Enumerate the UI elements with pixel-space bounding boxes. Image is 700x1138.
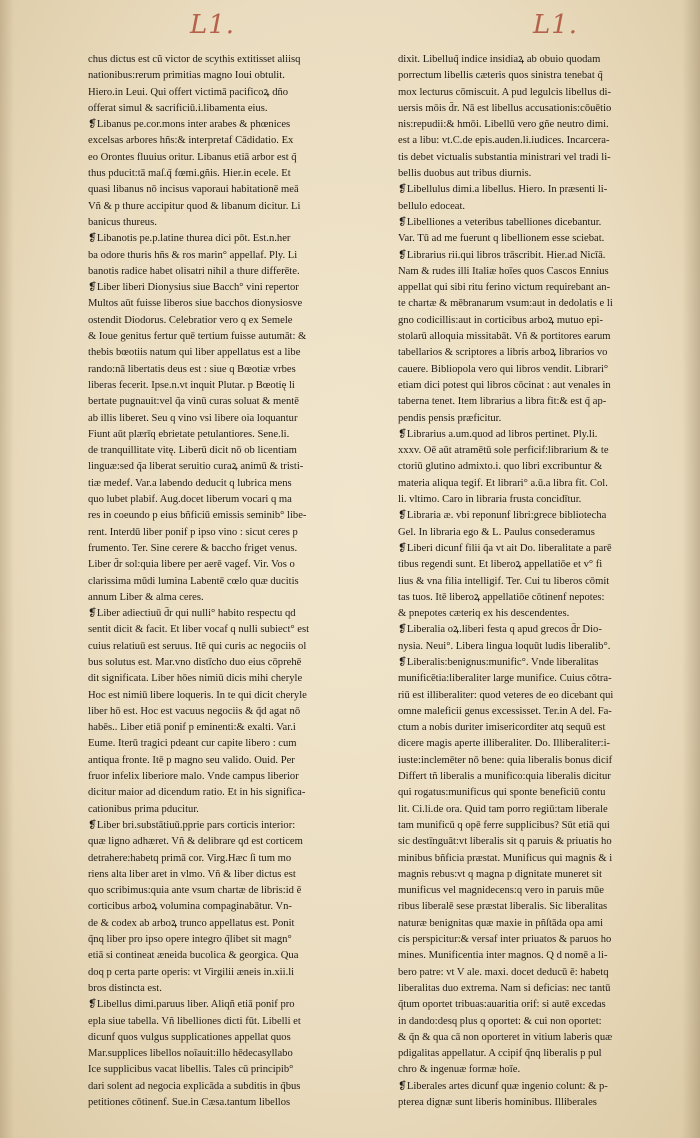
text-line: nationibus:rerum primitias magno Ioui obtulit. <box>88 70 285 82</box>
text-line: etiam dici potest qui libros cōcinat : aut venales in <box>398 379 611 391</box>
text-line: & pnepotes cæteriq ex his descendentes. <box>398 608 570 620</box>
text-line: ❡Libanus pe.cor.mons inter arabes & phœnices <box>88 119 291 131</box>
text-line: te chartæ & mēbranarum vsum:aut in dedolatis e li <box>398 298 613 310</box>
text-line: antiqua fronte. Itē p magno seu valido. Ouid. Per <box>88 754 295 766</box>
text-line: ❡Liber liberi Dionysius siue Bacch° vini repertor <box>88 282 299 294</box>
text-line: pdigalitas appellatur. A ccipif q̃nq liberalis p pul <box>398 1048 602 1060</box>
text-line: tiæ medef. Var.a labendo deducit q lubrica mens <box>88 477 292 489</box>
text-line: quo lubet plabif. Aug.docet liberum vocari q ma <box>88 494 292 506</box>
text-line: fruor infelix liberiore malo. Vnde campus liberior <box>88 771 299 783</box>
folio-right: L1. <box>533 10 579 40</box>
text-line: li. vltimo. Caro in libraria frusta concidītur. <box>398 494 582 506</box>
text-line: ❡Liber bri.substātiuū.pprie pars corticis interior: <box>88 819 296 831</box>
text-line: linguæ:sed q̃a liberat seruitio curaꝝ animū & tristi- <box>88 461 304 473</box>
text-line: dari solent ad negocia explicāda a subditis in q̃bus <box>88 1080 301 1092</box>
text-line: dit significata. Liber hōes nimiū dicis mihi cheryle <box>88 673 303 685</box>
text-line: Differt tñ liberalis a munifico:quia liberalis dicitur <box>398 771 611 783</box>
text-line: rando:nā libertatis deus est : siue q Bœotiæ vrbes <box>88 363 296 375</box>
text-line: chro & ingenuæ formæ hoīe. <box>398 1064 521 1076</box>
text-line: appellat qui sibi ritu ferino victum requirebant an- <box>398 282 611 294</box>
text-line: Ice supplicibus vacat libellis. Tales cū principib° <box>88 1064 294 1076</box>
text-line: munificus vel magnidecens:q vero in paruis mūe <box>398 885 604 897</box>
text-line: thus pducit:tā maſ.q̃ fœmi.gñis. Hier.in ecele. Et <box>88 168 291 180</box>
text-line: excelsas arbores hñs:& interpretaf Cādidatio. Ex <box>88 135 294 147</box>
text-line: materia aliqua tegif. Et librari° a.ū.a libra fit. Col. <box>398 477 608 489</box>
text-line: q̃nq liber pro ipso opere integro q̃libet sit magn° <box>88 934 292 946</box>
text-line: gno codicillis:aut in corticibus arboꝝ mutuo epi- <box>398 314 604 326</box>
text-line: bertate pugnauit:vel q̃a vinū curas soluat & mentē <box>88 396 299 408</box>
text-line: de & codex ab arboꝝ trunco appellatus est. Ponit <box>88 917 295 929</box>
text-line: taberna tenet. Item librarius a libra fit:& est q̃ ap- <box>398 396 607 408</box>
text-line: magnis rebus:vt q magna p dignitate muneret sit <box>398 868 602 880</box>
text-line: ❡Liberalia oꝝ.liberi festa q apud grecos d̄r Dio- <box>398 624 602 636</box>
text-line: qui rogatus:munificus qui sponte beneficiū contu <box>398 787 606 799</box>
gutter-shadow <box>682 0 700 1138</box>
text-line: pendis pensis præficitur. <box>398 412 502 424</box>
text-line: minibus bñficia præstat. Munificus qui magnis & i <box>398 852 613 864</box>
text-line: ❡Libelliones a veteribus tabelliones dicebantur. <box>398 216 602 228</box>
text-line: tas tuos. Itē liberoꝝ appellatiōe cōtinenf nepotes: <box>398 591 605 603</box>
text-line: nis:repudii:& hmōi. Libellū vero gñe neutro dimi. <box>398 119 609 131</box>
text-line: ❡Liberalis:benignus:munific°. Vnde liberalitas <box>398 656 599 668</box>
text-line: sentit dicit & facit. Et liber vocaf q nulli subiect° est <box>88 624 310 636</box>
text-line: cuius relatiuū est seruus. Itē qui curis ac negociis ol <box>88 640 307 652</box>
text-line: liberas fecerit. Ipse.n.vt inquit Plutar. p Bœotię li <box>88 379 295 391</box>
text-line: bus solutus est. Mar.vno distīcho duo eius cōprehē <box>88 656 302 668</box>
text-line: ❡Libanotis pe.p.latine thurea dici pōt. Est.n.her <box>88 233 291 245</box>
text-line: Var. Tū ad me fuerunt q libellionem esse sciebat. <box>398 233 605 245</box>
text-line: corticibus arboꝝ volumina compaginabātur. Vn- <box>88 901 292 913</box>
text-line: tam munificū q opē ferre supplicibus? Sūt etiā qui <box>398 819 610 831</box>
text-line: sic destīnguāt:vt liberalis sit q paruis & priuatis ho <box>398 836 612 848</box>
text-line: clarissima mūdi lumina Labentē cœlo quæ ducitis <box>88 575 299 587</box>
text-line: Nam & rudes illi Italiæ hoīes quos Cascos Ennius <box>398 265 609 277</box>
text-line: banotis radice habet olisatri nihil a thure differēte. <box>88 265 300 277</box>
text-line: petitiones cōtinenf. Sue.in Cæsa.tantum libellos <box>88 1097 291 1108</box>
text-line: epla siue tabella. Vñ libelliones dicti fūt. Libelli et <box>88 1015 301 1027</box>
text-line: Liber d̄r sol:quia libere per aerē vagef. Vir. Vos o <box>88 559 295 571</box>
text-line: ❡Libellus dimi.paruus liber. Aliqñ etiā ponif pro <box>88 999 295 1011</box>
text-line: nysia. Neui°. Libera lingua loquūt ludis liberalib°. <box>398 640 611 652</box>
text-line: lit. Ci.li.de ora. Quid tam porro regiū:tam liberale <box>398 803 608 815</box>
text-column-left <box>88 52 373 1111</box>
text-line: uersis mōis d̄r. Nā est libellus accusationis:cōuētio <box>398 102 612 114</box>
text-line: bellis duobus aut tribus diurnis. <box>398 168 532 180</box>
text-line: dicitur maior ad dicendum ratio. Et in his significa- <box>88 787 306 799</box>
text-line: ab illis liberet. Seu q vino vsi libere oia loquantur <box>88 412 298 424</box>
text-line: dicere magis aperte illiberaliter. Do. Illiberaliter:i- <box>398 738 611 750</box>
text-line: quasi libanus nō incisus vaporaui habitationē meā <box>88 184 299 196</box>
text-line: ctum a nobis duriter imisericorditer atq sequū est <box>398 722 606 734</box>
text-line: thebis bœotiis natum qui liber appellatus est a libe <box>88 347 301 359</box>
text-line: omne maleficii genus excessisset. Ter.in A del. Fa- <box>398 705 612 717</box>
text-line: bros distincta est. <box>88 982 162 994</box>
text-line: tibus regendi sunt. Et liberoꝝ appellatiōe et v° fi <box>398 559 603 571</box>
text-line: cauere. Bibliopola vero qui libros vendit. Librari° <box>398 363 609 375</box>
text-line: xxxv. Oē aūt atramētū sole perficif:librarium & te <box>398 445 609 457</box>
text-line: tabellarios & scriptores a libris arboꝝ librarios vo <box>398 347 608 359</box>
text-line: iuste:inclemēter nō bene: quia liberalis bonus dicif <box>398 754 613 766</box>
text-line: in dando:desq plus q oportet: & cui non oportet: <box>398 1015 602 1027</box>
text-line: ctoriū glutino admixto.i. quo libri excribuntur & <box>398 461 603 473</box>
text-line: mox lecturus cōmiscuit. A pud legulcis libellus di- <box>398 86 612 98</box>
text-line: Vñ & p thure accipitur quod & libanum dicitur. Li <box>88 200 301 212</box>
text-line: eo Orontes fluuius oritur. Libanus etiā arbor est q̃ <box>88 151 297 163</box>
text-line: riens alta liber aret in vlmo. Vñ & liber dictus est <box>88 868 296 880</box>
text-line: bellulo edoceat. <box>398 200 466 212</box>
text-line: doq p certa parte operis: vt Virgilii æneis in.xii.li <box>88 966 295 978</box>
text-line: & Ioue genitus fertur quē tertium fuisse autumāt: & <box>88 331 307 343</box>
text-line: Hiero.in Leui. Qui offert victimā pacificoꝝ dño <box>88 86 289 98</box>
text-line: Eume. Iterū tragici pdeant cur capite libero : cum <box>88 738 297 750</box>
text-line: frumento. Ter. Sine cerere & baccho friget venus. <box>88 542 298 554</box>
text-line: Multos aūt fuisse liberos siue bacchos dionysiosve <box>88 298 303 310</box>
text-line: res in coeundo p eius bñficiū emissis seminib° libe- <box>88 510 307 522</box>
text-line: ribus liberalē sese præstat liberalis. Sic liberalitas <box>398 901 608 913</box>
text-line: cationibus prima pducitur. <box>88 803 199 815</box>
text-line: liberalitas duo extrema. Nam si deficias: nec tantū <box>398 982 611 994</box>
text-line: quo scribimus:quia ante vsum chartæ de libris:id ē <box>88 885 302 897</box>
text-line: ❡Librarius a.um.quod ad libros pertinet. Ply.li. <box>398 428 598 440</box>
text-line: cis perspicitur:& versaf inter priuatos & paruos ho <box>398 934 612 946</box>
text-line: pterea dignæ sunt liberis hominibus. Illiberales <box>398 1097 597 1108</box>
text-line: dixit. Libelluq̃ indice insidiaꝝ ab obuio quodam <box>398 54 601 65</box>
text-line: Fiunt aūt plærīq ebrietate petulantiores. Sene.li. <box>88 428 290 440</box>
text-line: ❡Liberales artes dicunf quæ ingenio colunt: & p- <box>398 1080 608 1092</box>
text-line: Hoc est nimiū libere loqueris. In te qui dicit cheryle <box>88 689 307 701</box>
text-line: ❡Libraria æ. vbi reponunf libri:grece bibliotecha <box>398 510 607 522</box>
text-line: ❡Liber adiectiuū d̄r qui nulli° habito respectu qd <box>88 608 296 620</box>
text-line: liber hō est. Hoc est vacuus negociis & q̃d agat nō <box>88 705 301 717</box>
text-line: ostendit Diodorus. Celebratior vero q ex Semele <box>88 314 293 326</box>
text-line: banicus thureus. <box>88 216 157 228</box>
text-line: stolarū alloquia missitabāt. Vñ & portitores earum <box>398 331 611 343</box>
text-line: q̃tum oportet tribuas:auaritia orif: si autē excedas <box>398 999 606 1011</box>
text-line: naturæ benignitas quæ maxie in pñſtāda opa ami <box>398 917 604 929</box>
text-line: bero patre: vt V ale. maxi. docet deducū ē: habetq <box>398 966 609 978</box>
text-line: & q̃n & qua cā non oporteret in vitium laberis quæ <box>398 1031 613 1043</box>
text-line: offerat simul & sacrificiū.i.libamenta eius. <box>88 102 268 114</box>
text-line: etiā si contineat æneida bucolica & georgica. Qua <box>88 950 299 962</box>
text-line: tis debet victualis substantia ministrari vel tradi li- <box>398 151 611 163</box>
text-line: Gel. In libraria ego & L. Paulus consederamus <box>398 526 595 538</box>
text-line: mines. Munificentia inter magnos. Q d nomē a li- <box>398 950 608 962</box>
text-line: de tranquillitate vitę. Liberū dicit nō ob licentiam <box>88 445 297 457</box>
text-line: riū est illiberaliter: quod veteres de eo dicebant qui <box>398 689 614 701</box>
text-line: rent. Interdū liber ponif p ipso vino : sicut ceres p <box>88 526 298 538</box>
text-line: ba odore thuris hñs & ros marin° appellaf. Ply. Li <box>88 249 298 261</box>
text-line: annum Liber & alma ceres. <box>88 591 204 603</box>
text-line: ❡Libellulus dimi.a libellus. Hiero. In præsenti li- <box>398 184 608 196</box>
folio-left: L1. <box>190 10 236 40</box>
text-line: ❡Liberi dicunf filii q̃a vt ait Do. liberalitate a parē <box>398 542 612 554</box>
text-column-right <box>398 52 683 1111</box>
text-line: est a libu: vt.C.de epis.auden.li.iudices. Incarcera- <box>398 135 610 147</box>
text-line: dicunf quos vulgus supplicationes appellat quos <box>88 1031 291 1043</box>
text-line: ❡Librarius rii.qui libros trāscribit. Hier.ad Nicīā. <box>398 249 606 261</box>
text-line: quæ ligno adhæret. Vñ & delibrare qd est corticem <box>88 836 303 848</box>
text-line: detrahere:habetq primā cor. Virg.Hæc ſi tum mo <box>88 852 292 864</box>
text-line: Mar.supplices libellos noīauit:illo hēdecasyllabo <box>88 1048 293 1060</box>
text-line: habēs.. Liber etiā ponif p eminenti:& exalti. Var.i <box>88 722 296 734</box>
text-line: munificētia:liberaliter large munifice. Cuius cōtra- <box>398 673 612 685</box>
text-line: chus dictus est cũ victor de scythis extitisset aliisq <box>88 54 301 65</box>
text-line: lius & vna filia intelligif. Ter. Cui tu liberos cōmit <box>398 575 610 587</box>
text-line: porrectum libellis cæteris quos sinistra tenebat q̃ <box>398 70 603 82</box>
page-edge-shadow <box>0 0 14 1138</box>
